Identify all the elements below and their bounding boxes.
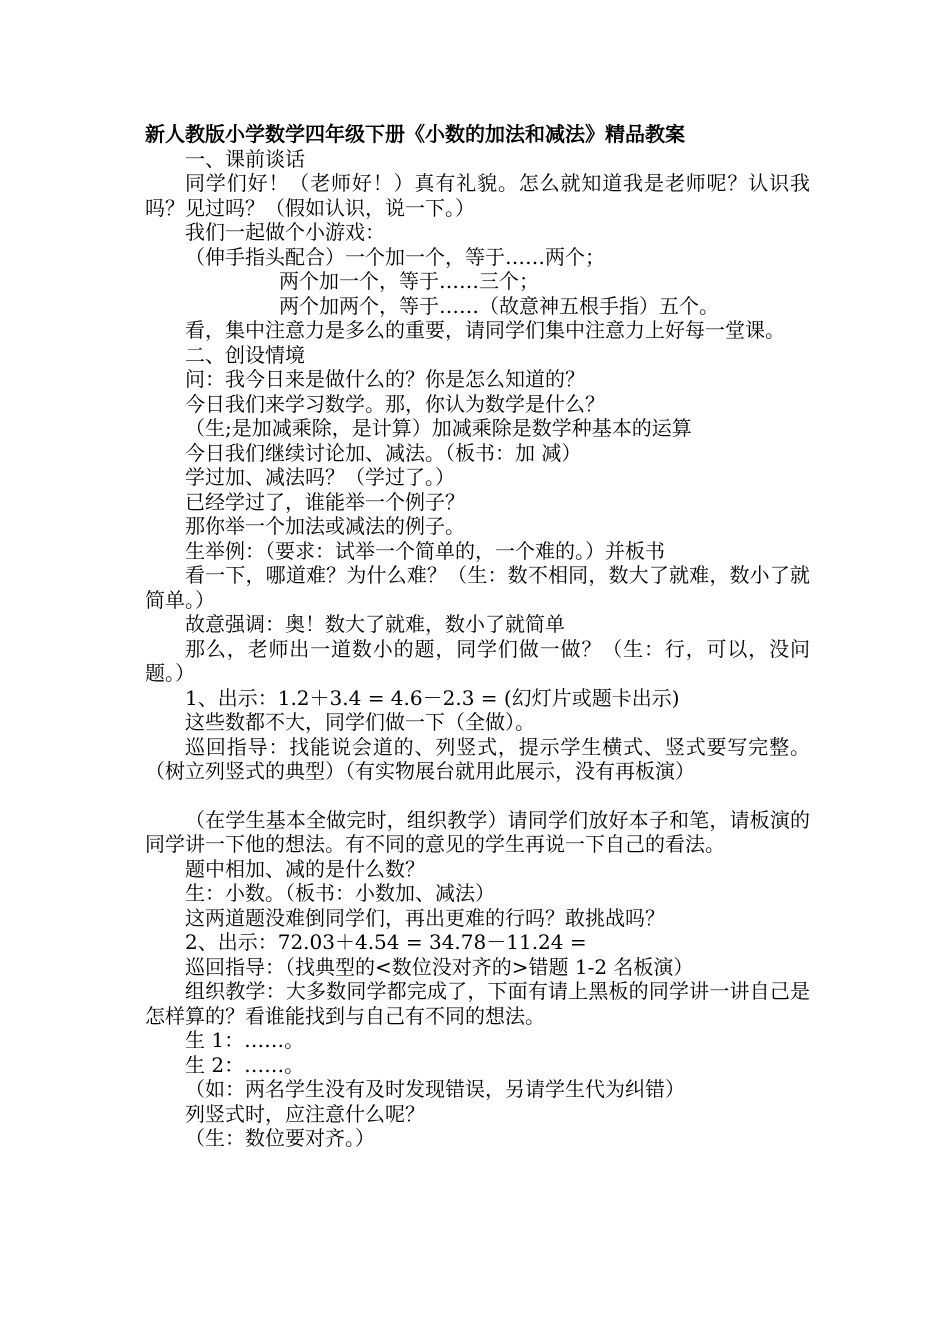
paragraph: 2、出示：72.03＋4.54 = 34.78－11.24 =: [185, 930, 587, 954]
document-title: 新人教版小学数学四年级下册《小数的加法和减法》精品教案: [145, 122, 685, 146]
paragraph: 问：我今日来是做什么的？你是怎么知道的？: [185, 367, 585, 391]
paragraph: 今日我们继续讨论加、减法。（板书：加 减）: [185, 440, 582, 465]
paragraph: 组织教学：大多数同学都完成了，下面有请上黑板的同学讲一讲自己是怎样算的？看谁能找到与自己有不同的想法。: [145, 979, 810, 1028]
paragraph: 这两道题没难倒同学们，再出更难的行吗？敢挑战吗？: [185, 905, 665, 930]
paragraph: 同学们好！（老师好！）真有礼貌。怎么就知道我是老师呢？认识我吗？见过吗？（假如认识，说一下。）: [145, 171, 810, 220]
paragraph: 1、出示：1.2＋3.4 = 4.6－2.3 = (幻灯片或题卡出示): [185, 685, 680, 710]
paragraph: 两个加一个，等于……三个；: [279, 269, 539, 293]
paragraph: 今日我们来学习数学。那，你认为数学是什么？: [185, 391, 605, 416]
paragraph: 学过加、减法吗？（学过了。）: [185, 465, 455, 489]
paragraph: 看一下，哪道难？为什么难？（生：数不相同，数大了就难，数小了就简单。）: [145, 563, 810, 612]
paragraph: 那么，老师出一道数小的题，同学们做一做？（生：行，可以，没问题。）: [145, 636, 810, 685]
document-page: [145, 122, 810, 1151]
paragraph: 题中相加、减的是什么数？: [185, 856, 425, 881]
paragraph: （生：数位要对齐。）: [185, 1126, 375, 1150]
paragraph: （伸手指头配合）一个加一个，等于……两个；: [185, 244, 605, 269]
paragraph: （如：两名学生没有及时发现错误，另请学生代为纠错）: [185, 1077, 685, 1101]
paragraph: （在学生基本全做完时，组织教学）请同学们放好本子和笔，请板演的同学讲一下他的想法。有不同的意见的学生再说一下自己的看法。: [145, 807, 810, 856]
paragraph: 一、课前谈话: [185, 146, 305, 171]
paragraph: 生举例：（要求：试举一个简单的，一个难的。）并板书: [185, 538, 665, 563]
paragraph: 这些数都不大，同学们做一下（全做）。: [185, 710, 535, 734]
paragraph: 看，集中注意力是多么的重要，请同学们集中注意力上好每一堂课。: [185, 318, 785, 342]
paragraph: 列竖式时，应注意什么呢？: [185, 1101, 425, 1126]
paragraph: 两个加两个，等于……（故意神五根手指）五个。: [279, 293, 719, 318]
paragraph: 已经学过了，谁能举一个例子？: [185, 489, 465, 514]
blank-line: [145, 784, 810, 808]
paragraph: 生 1：……。: [185, 1028, 305, 1052]
paragraph: 生 2：……。: [185, 1052, 305, 1077]
paragraph: 二、创设情境: [185, 342, 305, 367]
paragraph: 巡回指导：找能说会道的、列竖式，提示学生横式、竖式要写完整。（树立列竖式的典型）（有实物展台就用此展示，没有再板演）: [145, 734, 810, 783]
paragraph: 我们一起做个小游戏：: [185, 220, 385, 244]
paragraph: （生;是加减乘除，是计算）加减乘除是数学种基本的运算: [185, 416, 692, 440]
paragraph: 那你举一个加法或减法的例子。: [185, 514, 465, 538]
paragraph: 生：小数。（板书：小数加、减法）: [185, 881, 495, 905]
paragraph: 巡回指导：（找典型的<数位没对齐的>错题 1-2 名板演）: [185, 954, 694, 979]
paragraph: 故意强调：奥！数大了就难，数小了就简单: [185, 612, 565, 636]
